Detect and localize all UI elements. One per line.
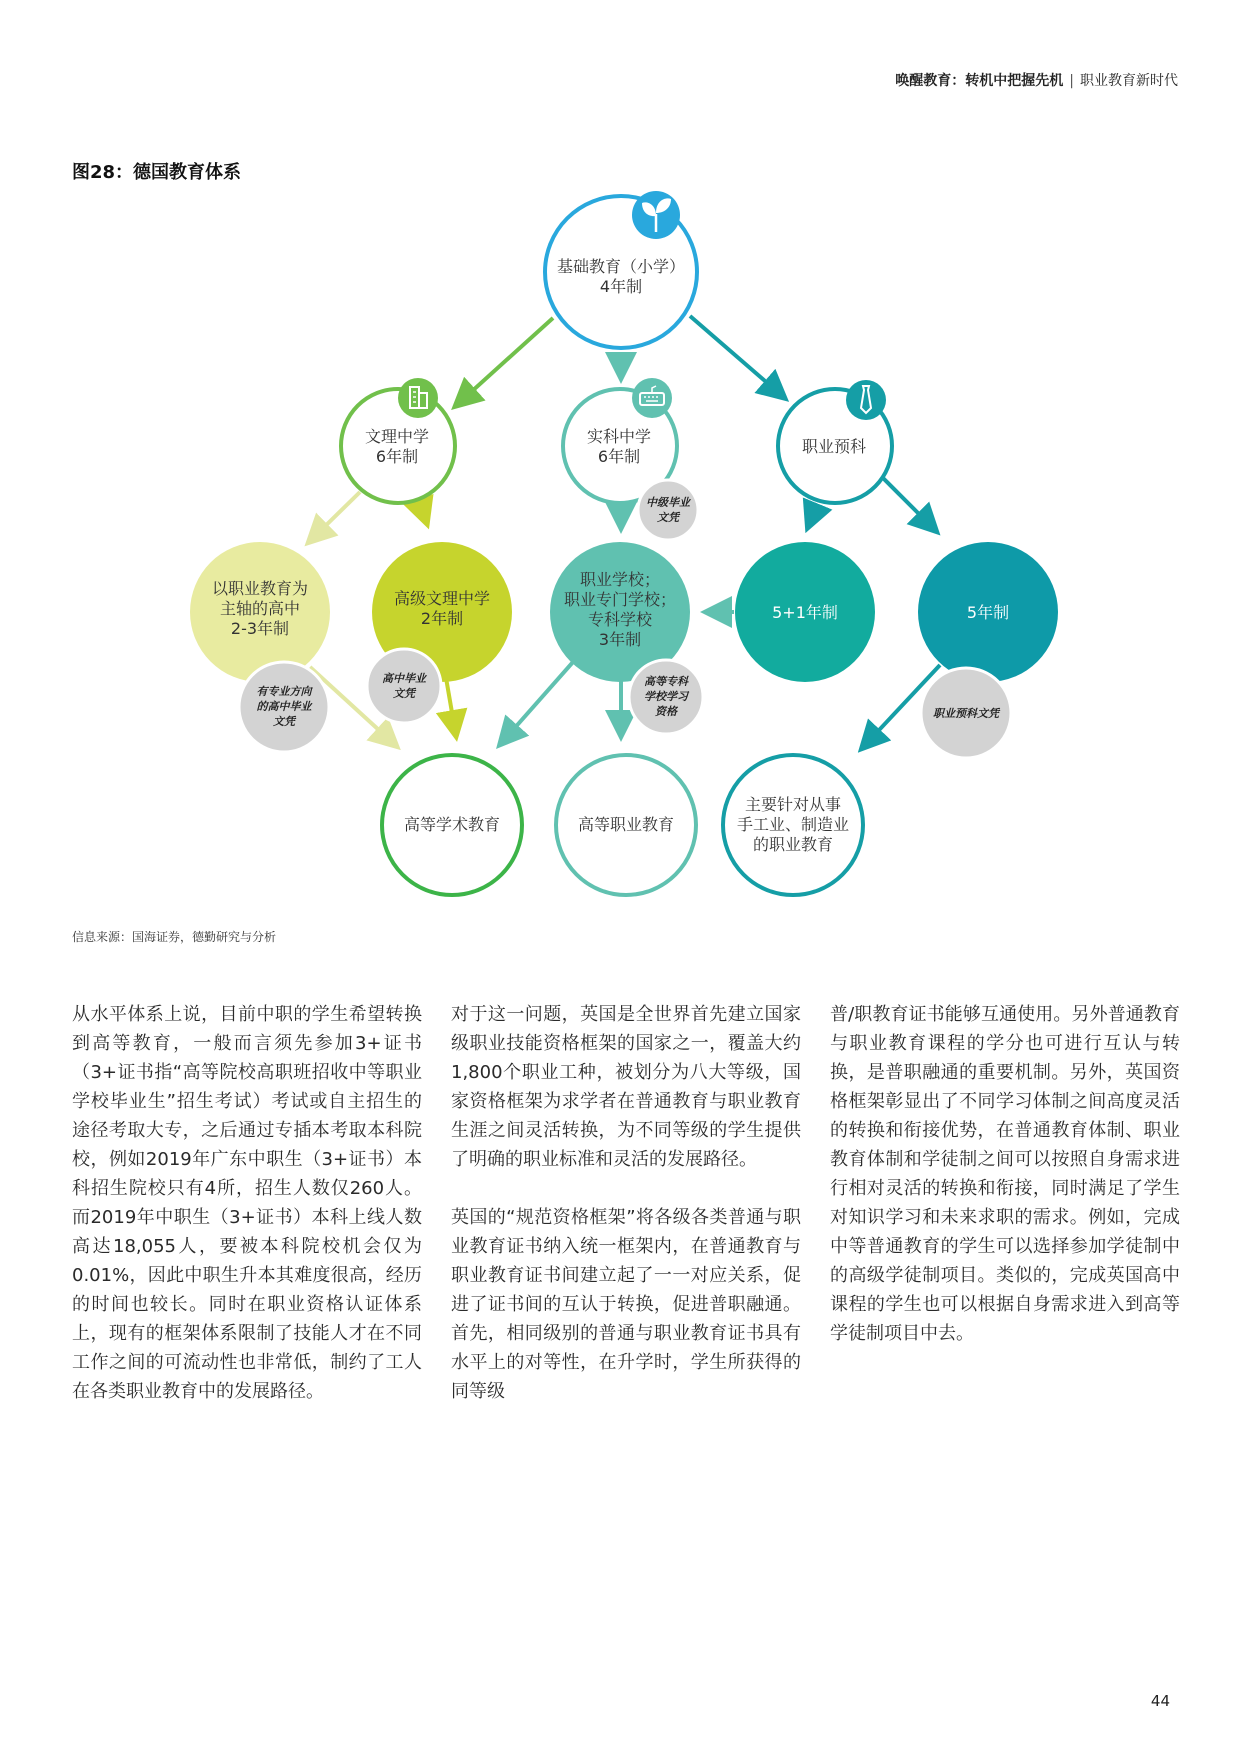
label-zhuyao xyxy=(737,795,849,854)
label-zhiyexuexiao-line2: 职业专门学校； xyxy=(563,590,677,609)
label-zhuyao-line1: 主要针对从事 xyxy=(744,795,842,814)
arrow-zhiyexuexiao-to-xueshu xyxy=(504,662,573,740)
label-gaodeng-zhiye: 高等职业教育 xyxy=(577,815,675,834)
arrow-zhiyeyuke-to-5year xyxy=(880,475,932,527)
label-zhuyao-line3: 的职业教育 xyxy=(752,835,834,854)
badge-youzhuanye-line1: 有专业方向 xyxy=(256,685,312,698)
label-yizhiye-line3: 2-3年制 xyxy=(230,619,290,638)
label-basic-line2: 4年制 xyxy=(599,277,643,296)
label-zhiyeyuke: 职业预科 xyxy=(801,437,867,456)
body-column-2 xyxy=(451,1000,801,1435)
label-shike-line1: 实科中学 xyxy=(586,427,652,446)
label-yizhiye-line1: 以职业教育为 xyxy=(211,579,309,598)
body-column-3 xyxy=(830,1000,1180,1377)
header-separator: | xyxy=(1069,73,1074,89)
label-basic-line1: 基础教育（小学） xyxy=(556,257,686,276)
arrow-basic-to-wenli xyxy=(460,318,553,402)
label-shike-line2: 6年制 xyxy=(597,447,641,466)
paragraph: 对于这一问题，英国是全世界首先建立国家级职业技能资格框架的国家之一，覆盖大约1,800个职业工种，被划分为八大等级，国家资格框架为求学者在普通教育与职业教育生涯之间灵活转换，为不同等级的学生提供了明确的职业标准和灵活的发展路径。 xyxy=(451,1004,801,1170)
header-subtitle: 职业教育新时代 xyxy=(1080,73,1178,89)
label-gaoji-line1: 高级文理中学 xyxy=(393,589,491,608)
figure-title: 图28：德国教育体系 xyxy=(72,162,242,183)
badge-gaozhong-line2: 文凭 xyxy=(393,687,415,700)
label-gaoji-line2: 2年制 xyxy=(420,609,464,628)
necktie-icon xyxy=(846,380,886,420)
label-gaodeng-xueshu: 高等学术教育 xyxy=(403,815,501,834)
node-wenli-zhongxue xyxy=(341,389,455,503)
page-number: 44 xyxy=(1150,1692,1170,1710)
paragraph: 从水平体系上说，目前中职的学生希望转换到高等教育，一般而言须先参加3+证书（3+证书指“高等院校高职班招收中等职业学校毕业生”招生考试）考试或自主招生的途径考取大专，之后通过专插本考取本科院校，例如2019年广东中职生（3+证书）本科招生院校只有4所，招生人数仅260人。而2019年中职生（3+证书）本科上线人数高达18,055人，要被本科院校机会仅为0.01%，因此中职生升本其难度很高，经历的时间也较长。同时在职业资格认证体系上，现有的框架体系限制了技能人才在不同工作之间的可流动性也非常低，制约了工人在各类职业教育中的发展路径。 xyxy=(72,1004,422,1402)
header-title: 唤醒教育：转机中把握先机 xyxy=(895,73,1064,89)
sprout-icon xyxy=(632,191,680,239)
label-wenli-line1: 文理中学 xyxy=(364,427,430,446)
label-zhiyexuexiao-line4: 3年制 xyxy=(598,630,642,649)
arrow-wenli-to-yizhiye xyxy=(313,492,360,538)
badge-youzhuanye-line2: 的高中毕业 xyxy=(256,700,312,713)
badge-gaodengzhuanke-line3: 资格 xyxy=(655,705,677,718)
label-zhuyao-line2: 手工业、制造业 xyxy=(736,815,850,834)
label-5plus1: 5+1年制 xyxy=(772,603,838,622)
paragraph: 普/职教育证书能够互通使用。另外普通教育与职业教育课程的学分也可进行互认与转换，是普职融通的重要机制。另外，英国资格框架彰显出了不同学习体制之间高度灵活的转换和衔接优势，在普通教育体制、职业教育体制和学徒制之间可以按照自身需求进行相对灵活的转换和衔接，同时满足了学生对知识学习和未来求职的需求。例如，完成中等普通教育的学生可以选择参加学徒制中的高级学徒制项目。类似的，完成英国高中课程的学生也可以根据自身需求进入到高等学徒制项目中去。 xyxy=(830,1004,1180,1344)
badge-youzhuanye-line3: 文凭 xyxy=(273,715,295,728)
label-yizhiye-line2: 主轴的高中 xyxy=(219,599,301,618)
badge-gaodengzhuanke-line1: 高等专科 xyxy=(644,675,688,688)
label-zhiyexuexiao-line1: 职业学校； xyxy=(579,570,661,589)
building-icon xyxy=(398,378,438,418)
badge-gaozhong xyxy=(367,649,441,723)
badge-zhiyeyuke-wenping-text: 职业预科文凭 xyxy=(933,707,999,720)
paragraph: 英国的“规范资格框架”将各级各类普通与职业教育证书纳入统一框架内，在普通教育与职业教育证书间建立起了一一对应关系，促进了证书间的互认于转换，促进普职融通。首先，相同级别的普通与职业教育证书具有水平上的对等性，在升学时，学生所获得的同等级 xyxy=(451,1207,801,1402)
figure-source: 信息来源：国海证券，德勤研究与分析 xyxy=(72,930,277,944)
label-wenli-line2: 6年制 xyxy=(375,447,419,466)
badge-zhongji-line1: 中级毕业 xyxy=(646,496,690,509)
body-column-1 xyxy=(72,1000,422,1435)
label-5year: 5年制 xyxy=(966,603,1010,622)
badge-gaozhong-line1: 高中毕业 xyxy=(382,672,426,685)
keyboard-icon xyxy=(632,378,672,418)
label-zhiyexuexiao-line3: 专科学校 xyxy=(587,610,653,629)
badge-gaodengzhuanke-line2: 学校学习 xyxy=(644,690,688,703)
badge-zhongji xyxy=(638,480,698,540)
arrow-basic-to-zhiyeyuke xyxy=(690,316,780,394)
arrow-zhiyeyuke-to-5plus1 xyxy=(810,505,817,522)
badge-zhongji-line2: 文凭 xyxy=(657,511,679,524)
